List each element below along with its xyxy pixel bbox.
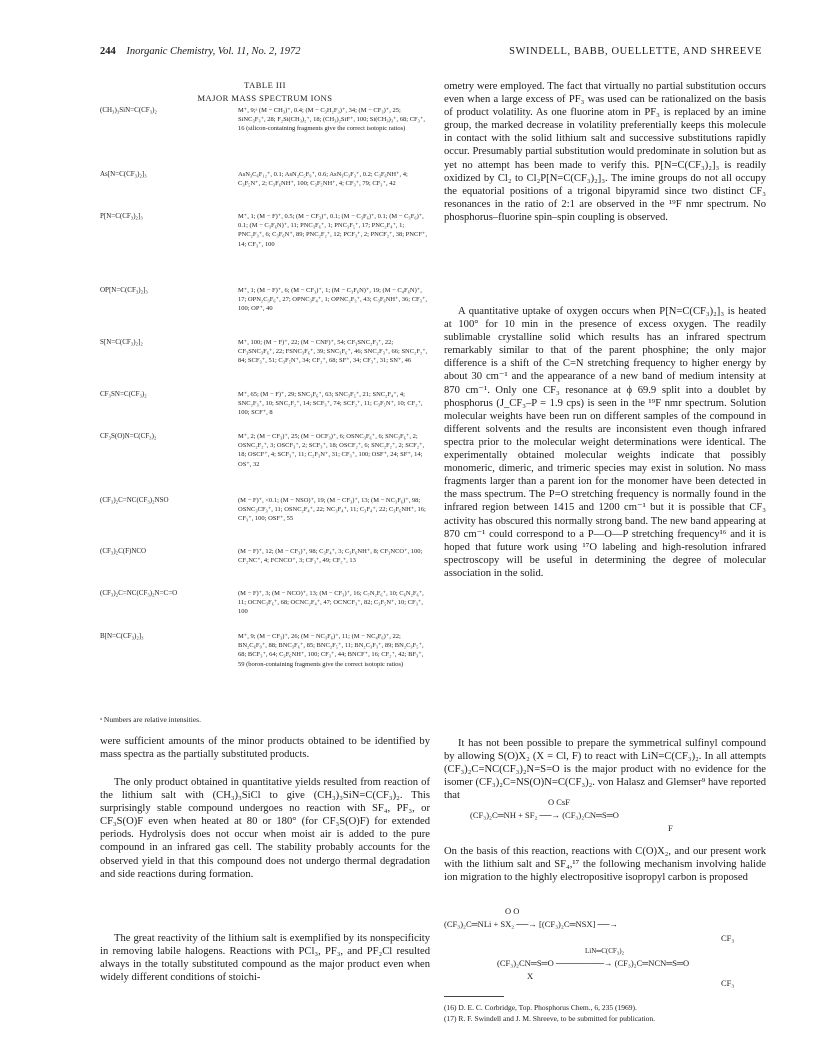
equation-3: (CF₃)₂CN═S═O ────────→ (CF₃)₂C═NCN═S═O [497,958,690,968]
table-compound: (CF₃)₂C=NC(CF₃)₂N=C=O [100,589,178,597]
table-compound: P[N=C(CF₃)₂]₃ [100,212,143,220]
equation-annotation: O CsF [548,797,570,807]
body-paragraph: The only product obtained in quantitative yields resulted from reaction of the lithium salt with (CH₃)₃SiCl to give (CH₃)₃SiN=C(CF₃)₂. This surprisingly stable compound undergoes no reaction with SF₄, PF₃, or CF₃S(O)F even when heated at 80 or 180° (for CF₃S(O)F) for extended periods. Hydrolysis does not occur when moist air is added to the pure compound in an infrared gas cell. The stability probably accounts for the observed yield in that this compound does not undergo thermal degradation and side reactions during formation. [100,777,430,880]
equation-2: (CF₃)₂C═NLi + SX₂ ──→ [(CF₃)₂C═NSX] ──→ [444,919,619,929]
table-ions: M⁺, 1; (M − F)⁺, 0.5; (M − CF₃)⁺, 0.1; (M − C₃F₆)⁺, 0.1; (M − C₃F₆)⁺, 0.1; (M − C₃F₆N)⁺, 11; PNC₃F₆⁺, 1; PNC₃F₅⁺, 17; PNC₂F₄⁺, 1; PNC₂F₃⁺, 6; C₃F₆N⁺, 89; PNC₂F₂⁺, 12; PCF₃⁺, 2; PNCF₂⁺, 38; PNCF⁺, 14; CF₃⁺, 100 [238,213,427,248]
body-paragraph: On the basis of this reaction, reactions with C(O)X₂, and our present work with the lithium salt and SF₄,¹⁷ the following mechanism involving halide ion migration to the highly electropositive isopropyl carbon is proposed [444,846,766,884]
body-paragraph: The great reactivity of the lithium salt is exemplified by its nonspecificity in removing labile halogens. Reactions with PCl₃, PF₃, and PF₂Cl resulted always in the totally substituted compound as the major product even when widely different conditions of stoichi- [100,933,430,984]
running-authors: SWINDELL, BABB, OUELLETTE, AND SHREEVE [509,46,762,57]
equation-1: (CF₃)₂C═NH + SF₂ ──→ (CF₃)₂CN═S═O [470,810,619,820]
body-paragraph: were sufficient amounts of the minor products obtained to be identified by mass spectra as the partially substituted products. [100,736,430,761]
equation-annotation: X [527,971,534,981]
table-ions: AsN₃C₆F₁₂⁺, 0.1; AsN₂C₅F₉⁺, 0.6; AsN₃C₃F₃⁺, 0.2; C₃F₆NH⁺, 4; C₃F₅N⁺, 2; C₃F₆NH⁺, 100; C₃F₅NH⁺, 4; CF₃⁺, 79; CF₃⁺, 42 [238,171,408,188]
table-ions: (M − F)⁺, <0.1; (M − NSO)⁺, 19; (M − CF₃)⁺, 13; (M − NC₃F₆)⁺, 98; OSNC₃CF₃⁺, 11; OSNC₂F₄⁺, 22; NC₃F₄⁺, 11; C₃F₄⁺, 22; C₃F₆NH⁺, 16; CF₃⁺, 100; OSF⁺, 55 [238,497,426,523]
body-paragraph: ometry were employed. The fact that virtually no partial substitution occurs even when a large excess of PF₃ was used can be rationalized on the basis of product volatility. As one fluorine atom in PF₃ is replaced by an imine group, the marked decrease in volatility preferentially keeps this molecule in contact with the solid lithium salt and successive substitutions rapidly occur. Presumably partial substitution would predominate in solution but as yet no attempt has been made to verify this. P[N=C(CF₃)₂]₃ is readily oxidized by Cl₂ to Cl₂P[N=C(CF₃)₂]₃. The imine groups do not all occupy the equatorial positions of a trigonal bipyramid since two distinct CF₃ resonances in the ratio of 2:1 are observed in the ¹⁹F nmr spectrum. No phosphorus–fluorine spin–spin coupling is observed. [444,81,766,223]
equation-annotation: O O [505,906,520,916]
reference-item: (17) R. F. Swindell and J. M. Shreeve, to be submitted for publication. [444,1013,656,1023]
table-compound: OP[N=C(CF₃)₂]₃ [100,286,148,294]
table-compound: CF₃SN=C(CF₃)₂ [100,390,147,398]
body-paragraph: It has not been possible to prepare the symmetrical sulfinyl compound by allowing S(O)X₂ (X = Cl, F) to react with LiN=C(CF₃)₂. In all attempts (CF₃)₂C=NC(CF₃)₂N=S=O is the major product with no evidence for the isomer (CF₃)₂C=NS(O)N=C(CF₃)₂. von Halasz and Glemser⁹ have reported that [444,738,766,802]
table-label: TABLE III [244,80,286,90]
table-compound: As[N=C(CF₃)₂]₃ [100,170,147,178]
equation-annotation: CF₃ [721,978,735,988]
table-title: MAJOR MASS SPECTRUM IONS [197,93,333,103]
table-ions: M⁺, 65; (M − F)⁺, 29; SNC₃F₆⁺, 63; SNC₃F₅⁺, 21; SNC₂F₄⁺, 4; SNC₂F₃⁺, 10; SNC₂F₂⁺, 14; SCF₃⁺, 74; SCF₂⁺, 11; C₃F₅N⁺, 10; CF₂⁺, 100; SCF⁺, 8 [238,391,423,417]
table-ions: M⁺, 9; (M − CF₃)⁺, 26; (M − NC₃F₆)⁺, 11; (M − NC₄F₆)⁺, 22; BN₂C₆F₉⁺, 88; BNC₃F₆⁺, 85; BNC₂F₅⁺, 11; BN₂C₃F₃⁺, 89; BN₂C₃F₅⁺, 68; BCF₃⁺, 64; C₃F₆NH⁺, 100; CF₃⁺, 44; BNCF⁺, 16; CF₂⁺, 42; BF₃⁺, 59 (boron-containing fragments give the correct isotopic ratios) [238,633,424,668]
equation-annotation: LiN═C(CF₃)₂ [585,947,625,955]
table-compound: (CF₃)₂C(F)NCO [100,547,147,555]
table-compound: B[N=C(CF₃)₂]₃ [100,632,144,640]
references [444,1003,766,1024]
table-ions: (M − F)⁺, 3; (M − NCO)⁺, 13; (M − CF₃)⁺, 16; C₇N₂F₆⁺, 10; C₆N₂F₆⁺, 11; OCNC₃F₆⁺, 68; OCNC₂F₄⁺, 47; OCNCF₃⁺, 82; C₃F₅N⁺, 10; CF₃⁺, 100 [238,590,424,616]
table-ions: M⁺, 1; (M − F)⁺, 6; (M − CF₃)⁺, 1; (M − C₃F₆N)⁺, 19; (M − C₄F₆N)⁺, 17; OPN₂C₃F₆⁺, 27; OPNC₃F₄⁺, 1; OPNC₂F₃⁺, 43; C₃F₆NH⁺, 36; CF₃⁺, 100; OP⁺, 40 [238,287,427,313]
table-ions: (M − F)⁺, 12; (M − CF₃)⁺, 98; C₃F₄⁺, 3; C₃F₆NH⁺, 8; CF₃NCO⁺, 100; CF₂NC⁺, 4; FCNCO⁺, 3; CF₃⁺, 49; CF₂⁺, 13 [238,548,423,565]
equation-annotation: F [668,823,673,833]
table-ions: M⁺, 2; (M − CF₃)⁺, 25; (M − OCF₃)⁺, 6; OSNC₃F₆⁺, 6; SNC₃F₆⁺, 2; OSNC₂F₂⁺, 3; OSCF₃⁺, 2; SCF₃⁺, 18; OSCF₂⁺, 6; SNC₂F₂⁺, 2; SCF₂⁺, 18; OSCF⁺, 4; SCF₃⁺, 11; C₂F₃N⁺, 31; CF₃⁺, 100; OSF⁺, 24; SF⁺, 14; OS⁺, 32 [238,433,425,468]
table-compound: (CH₃)₃SiN=C(CF₃)₂ [100,106,157,114]
footnote-rule [444,996,504,997]
page-number: 244 [100,46,116,57]
page-header [100,46,762,64]
reference-item: (16) D. E. C. Corbridge, Top. Phosphorus Chem., 6, 235 (1969). [444,1003,637,1012]
body-paragraph: A quantitative uptake of oxygen occurs when P[N=C(CF₃)₂]₃ is heated at 100° for 10 min in the presence of excess oxygen. The readily sublimable crystalline solid which results has an infrared spectrum remarkably similar to that of the parent phosphine; the only major difference is a shift of the C=N stretching frequency to higher energy by about 30 cm⁻¹ and the appearance of a new band of medium intensity at 870 cm⁻¹. Only one CF₃ resonance at ϕ 69.9 split into a doublet by phosphorus (J_CF₃–P = 1.9 cps) is seen in the ¹⁹F nmr spectrum. Solution molecular weights have been run on different samples of the compound in different solvents and the results are inconsistent even though infrared spectra prior to the molecular weight determinations were identical. The experimentally obtained molecular weights indicate that possibly monomeric, dimeric, and trimeric species may exist in solution. No mass fragments larger than a parent ion for the monomer have been detected in the mass spectrum. The P=O stretching frequency is normally found in the infrared region between 1415 and 1200 cm⁻¹ but it is possible that CF₃ activity has obscured this normally strong band. The new band appearing at 870 cm⁻¹ could correspond to a P—O—P stretching frequency¹⁶ and it is hoped that future work using ¹⁷O labeling and high-resolution infrared spectroscopy will be useful in determining the degree of molecular association in the solid. [444,306,766,579]
table-compound: S[N=C(CF₃)₂]₂ [100,338,143,346]
table-ions: M⁺, 100; (M − F)⁺, 22; (M − CNF)⁺, 54; CF₃SNC₂F₃⁺, 22; CF₃SNC₃F₆⁺, 22; FSNC₃F₆⁺, 39; SNC₃F₆⁺, 46; SNC₂F₃⁺, 66; SNC₂F₂⁺, 84; SCF₃⁺, 51; C₃F₅N⁺, 34; CF₂⁺, 68; SF⁺, 34; CF₃⁺, 31; SN⁺, 46 [238,339,428,365]
table-compound: CF₃S(O)N=C(CF₃)₂ [100,432,157,440]
equation-annotation: CF₃ [721,933,735,943]
table-ions: M⁺, 9;ᵃ (M − CH₃)⁺, 0.4; (M − C₃H₂F₃)⁺, 34; (M − CF₃)⁺, 25; SiNC₃F₃⁺, 28; F₂Si(CH₃)₂⁺, 18; (CH₃)₂SiF⁺, 100; Si(CH₃)₃⁺, 68; CF₃⁺, 16 (silicon-containing fragments give the correct isotopic ratios) [238,107,425,133]
journal-citation: Inorganic Chemistry, Vol. 11, No. 2, 1972 [126,46,301,57]
table-compound: (CF₃)₂C=NC(CF₃)₂NSO [100,496,169,504]
table-footnote: ᵃ Numbers are relative intensities. [100,715,201,724]
